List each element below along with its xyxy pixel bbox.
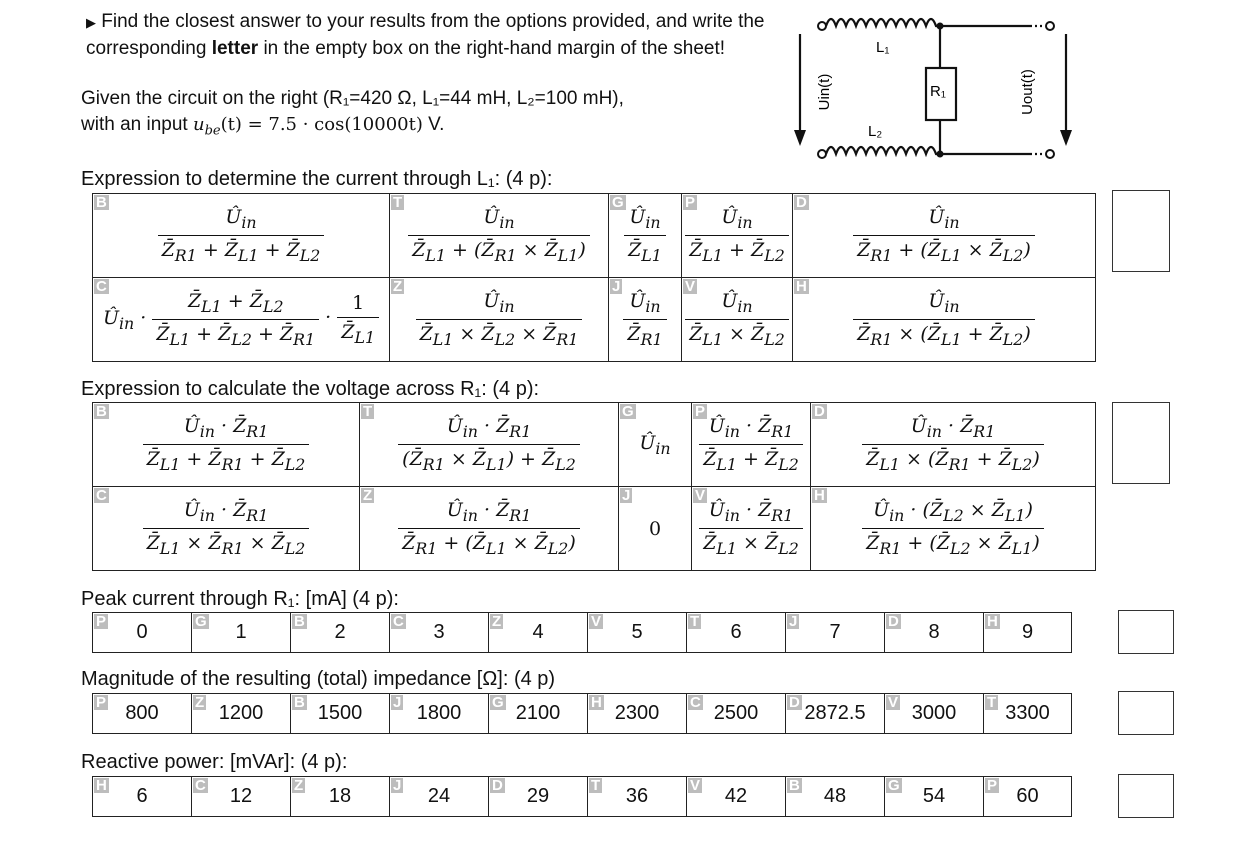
option-cell: [291, 694, 390, 734]
option-cell: [786, 777, 885, 817]
option-value: 9: [1021, 621, 1034, 643]
option-value: 5: [631, 621, 643, 643]
option-cell: H $Û_{in}$ $Z̄_{R1}$ × ($Z̄_{L1}$ + $Z̄_{L2}$): [793, 278, 1096, 362]
option-cell: V $Û_{in}$ $Z̄_{L1}$ × $Z̄_{L2}$: [682, 278, 793, 362]
option-letter: B: [294, 613, 305, 630]
option-letter: J: [393, 694, 402, 711]
option-cell: P $Û_{in}$ $Z̄_{L1}$ + $Z̄_{L2}$: [682, 194, 793, 278]
input-symbol: u: [192, 114, 205, 135]
option-letter: P: [685, 194, 696, 211]
option-letter: H: [987, 613, 998, 630]
option-value: 48: [823, 785, 847, 807]
option-cell: [619, 487, 692, 571]
option-letter: H: [96, 777, 107, 794]
instruction-bold: letter: [211, 38, 259, 59]
label-uin: Uin(t): [816, 73, 833, 111]
option-letter: C: [690, 694, 701, 711]
impedance-options: [92, 693, 1072, 734]
option-value: 8: [928, 621, 940, 643]
option-letter: C: [96, 487, 107, 504]
option-letter: C: [195, 777, 206, 794]
option-letter: T: [393, 194, 403, 211]
option-cell: D $Û_{in}$ · $Z̄_{R1}$ $Z̄_{L1}$ × ($Z̄_{R1}$ + $Z̄_{L2}$): [811, 403, 1096, 487]
section-impedance-title: Magnitude of the resulting (total) impedance [Ω]: (4 p): [81, 668, 556, 690]
option-letter: G: [622, 403, 634, 420]
option-cell: Z $Û_{in}$ $Z̄_{L1}$ × $Z̄_{L2}$ × $Z̄_{R1}$: [390, 278, 609, 362]
section-reactive-power-title: Reactive power: [mVAr]: (4 p):: [81, 751, 348, 773]
option-letter: H: [796, 278, 807, 295]
option-cell: [192, 777, 291, 817]
option-cell: [93, 777, 192, 817]
input-unit: V.: [422, 114, 445, 135]
option-letter: B: [96, 403, 107, 420]
reactive-power-options: [92, 776, 1072, 817]
answer-box-4[interactable]: [1118, 691, 1174, 735]
option-cell: P $Û_{in}$ · $Z̄_{R1}$ $Z̄_{L1}$ + $Z̄_{L2}$: [692, 403, 811, 487]
label-uout: Uout(t): [1019, 69, 1036, 115]
instruction-line2-pre: corresponding: [86, 38, 212, 59]
option-cell: [885, 777, 984, 817]
terminal-in-top: [818, 22, 826, 30]
option-cell: [192, 613, 291, 653]
option-cell: [687, 777, 786, 817]
section-voltage-r1-title: Expression to calculate the voltage across R₁: (4 p):: [81, 378, 540, 400]
option-cell: H $Û_{in}$ · ($Z̄_{L2}$ × $Z̄_{L1}$) $Z̄_{R1}$ + ($Z̄_{L2}$ × $Z̄_{L1}$): [811, 487, 1096, 571]
option-letter: D: [888, 613, 899, 630]
terminal-in-bottom: [818, 150, 826, 158]
option-cell: [687, 694, 786, 734]
given-line1: Given the circuit on the right (R₁=420 Ω, L₁=44 mH, L₂=100 mH),: [81, 88, 624, 109]
option-letter: P: [987, 777, 998, 794]
option-letter: G: [888, 777, 900, 794]
option-value: 1: [235, 621, 247, 643]
arrow-down-icon: [794, 130, 806, 146]
option-cell: [786, 694, 885, 734]
option-zero: 0: [648, 517, 662, 540]
option-value: 0: [136, 621, 148, 643]
option-cell: [984, 777, 1072, 817]
option-value: 36: [625, 785, 649, 807]
bullet-icon: ▶: [86, 15, 96, 30]
instruction-text: [86, 9, 806, 62]
option-cell: [291, 613, 390, 653]
option-letter: J: [789, 613, 798, 630]
option-cell: B $Û_{in}$ · $Z̄_{R1}$ $Z̄_{L1}$ + $Z̄_{R1}$ + $Z̄_{L2}$: [93, 403, 360, 487]
option-letter: V: [685, 278, 696, 295]
option-cell: [687, 613, 786, 653]
option-value: 4: [532, 621, 544, 643]
option-value: 3300: [1005, 702, 1050, 724]
option-letter: B: [294, 694, 305, 711]
label-l1: L₁: [876, 39, 890, 56]
section-current-l1-title: Expression to determine the current through L₁: (4 p):: [81, 168, 553, 190]
option-cell: [93, 694, 192, 734]
option-cell: J $Û_{in}$ $Z̄_{R1}$: [609, 278, 682, 362]
option-value: 24: [427, 785, 451, 807]
option-cell: [786, 613, 885, 653]
option-cell: [390, 694, 489, 734]
option-value: 54: [922, 785, 946, 807]
option-cell: [489, 777, 588, 817]
option-letter: Z: [363, 487, 373, 504]
option-value: 29: [526, 785, 550, 807]
option-letter: T: [591, 777, 601, 794]
instruction-line2-post: in the empty box on the right-hand margin of the sheet!: [258, 38, 726, 59]
option-cell: V $Û_{in}$ · $Z̄_{R1}$ $Z̄_{L1}$ × $Z̄_{L2}$: [692, 487, 811, 571]
option-value: 1200: [218, 702, 264, 724]
label-l2: L₂: [868, 123, 883, 140]
option-letter: Z: [294, 777, 304, 794]
option-cell: [588, 694, 687, 734]
option-value: 60: [1016, 785, 1039, 807]
option-letter: B: [96, 194, 107, 211]
option-cell: [984, 694, 1072, 734]
option-letter: Z: [393, 278, 403, 295]
given-line2-pre: with an input: [81, 114, 193, 135]
option-letter: V: [695, 487, 706, 504]
option-value: 6: [730, 621, 742, 643]
option-letter: P: [96, 694, 107, 711]
option-cell: [489, 694, 588, 734]
label-r1: R₁: [930, 83, 946, 100]
option-letter: P: [695, 403, 706, 420]
option-value: 42: [724, 785, 748, 807]
option-value: 1800: [416, 702, 462, 724]
option-cell: [885, 613, 984, 653]
option-value: 2: [334, 621, 346, 643]
option-cell: [291, 777, 390, 817]
option-value: 2100: [515, 702, 561, 724]
answer-box-3[interactable]: [1118, 610, 1174, 654]
option-cell: [885, 694, 984, 734]
given-text: [81, 86, 801, 145]
terminal-out-bottom: [1046, 150, 1054, 158]
option-cell: [489, 613, 588, 653]
option-value: 12: [229, 785, 253, 807]
input-sub: be: [204, 123, 221, 139]
option-cell: G $Û_{in}$ $Z̄_{L1}$: [609, 194, 682, 278]
peak-current-options: [92, 612, 1072, 653]
option-value: 3000: [911, 702, 957, 724]
inductor-l2-coil: [826, 147, 942, 154]
option-letter: H: [591, 694, 602, 711]
option-value: 2500: [713, 702, 759, 724]
option-cell: [390, 777, 489, 817]
option-letter: D: [796, 194, 807, 211]
option-cell: C $Û_{in}$ · $Z̄_{R1}$ $Z̄_{L1}$ × $Z̄_{R1}$ × $Z̄_{L2}$: [93, 487, 360, 571]
option-value: 800: [125, 702, 159, 724]
input-expression: (t) = 7.5 · cos(10000t): [220, 114, 423, 135]
option-letter: C: [393, 613, 404, 630]
option-value: 7: [829, 621, 841, 643]
option-cell: C $Û_{in}$ · $\frac{Z̄_{L1} + Z̄_{L2}}{Z̄_{L1} + Z̄_{L2} + Z̄_{R1}}$ · $\frac{1}{Z̄_{L1}}$: [93, 278, 390, 362]
instruction-line1: Find the closest answer to your results from the options provided, and write the: [101, 11, 765, 32]
option-letter: T: [987, 694, 997, 711]
option-letter: B: [789, 777, 800, 794]
option-letter: Z: [195, 694, 205, 711]
option-cell: [984, 613, 1072, 653]
arrow-down-icon: [1060, 130, 1072, 146]
option-letter: D: [492, 777, 503, 794]
option-letter: V: [591, 613, 602, 630]
option-cell: [588, 777, 687, 817]
option-letter: D: [789, 694, 800, 711]
voltage-r1-options: [92, 402, 1096, 571]
option-letter: J: [612, 278, 621, 295]
option-letter: G: [195, 613, 207, 630]
option-letter: T: [690, 613, 700, 630]
option-letter: C: [96, 278, 107, 295]
option-value: 3: [433, 621, 445, 643]
option-cell: [390, 613, 489, 653]
answer-box-1[interactable]: [1112, 190, 1170, 272]
option-cell: G $Û_{in}$: [619, 403, 692, 487]
option-letter: G: [492, 694, 504, 711]
option-cell: B $Û_{in}$ $Z̄_{R1}$ + $Z̄_{L1}$ + $Z̄_{L2}$: [93, 194, 390, 278]
option-cell: [192, 694, 291, 734]
option-value: 2300: [614, 702, 660, 724]
option-letter: J: [622, 487, 631, 504]
option-value: 2872.5: [804, 702, 866, 724]
option-letter: V: [888, 694, 899, 711]
answer-box-5[interactable]: [1118, 774, 1174, 818]
option-cell: Z $Û_{in}$ · $Z̄_{R1}$ $Z̄_{R1}$ + ($Z̄_{L1}$ × $Z̄_{L2}$): [360, 487, 619, 571]
answer-box-2[interactable]: [1112, 402, 1170, 484]
option-value: 6: [136, 785, 148, 807]
option-cell: T $Û_{in}$ $Z̄_{L1}$ + ($Z̄_{R1}$ × $Z̄_{L1}$): [390, 194, 609, 278]
option-letter: G: [612, 194, 624, 211]
terminal-out-top: [1046, 22, 1054, 30]
option-cell: [588, 613, 687, 653]
option-letter: T: [363, 403, 373, 420]
option-cell: T $Û_{in}$ · $Z̄_{R1}$ ($Z̄_{R1}$ × $Z̄_{L1}$) + $Z̄_{L2}$: [360, 403, 619, 487]
option-cell: [93, 613, 192, 653]
option-letter: Z: [492, 613, 502, 630]
inductor-l1-coil: [826, 19, 942, 26]
option-letter: H: [814, 487, 825, 504]
option-letter: V: [690, 777, 701, 794]
option-cell: D $Û_{in}$ $Z̄_{R1}$ + ($Z̄_{L1}$ × $Z̄_{L2}$): [793, 194, 1096, 278]
option-letter: J: [393, 777, 402, 794]
current-l1-options: [92, 193, 1096, 362]
option-value: 1500: [317, 702, 363, 724]
section-peak-current-title: Peak current through R₁: [mA] (4 p):: [81, 588, 399, 610]
circuit-diagram: [780, 0, 1100, 175]
option-letter: D: [814, 403, 825, 420]
option-value: 18: [328, 785, 352, 807]
option-letter: P: [96, 613, 107, 630]
